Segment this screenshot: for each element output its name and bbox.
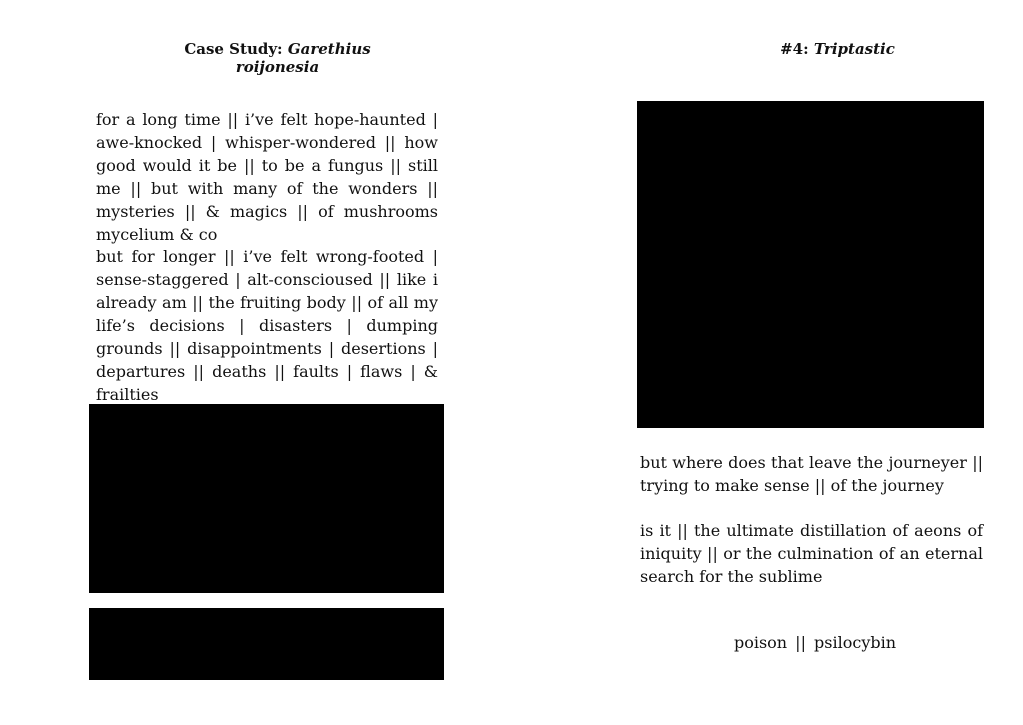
right-image-1 bbox=[637, 101, 984, 428]
left-paragraph-2: but for longer || i’ve felt wrong-footed | sense-staggered | alt-conscioused || like i already am || the fruiting body || of all my life’s decisions | disasters | dumping grounds || disappointments | desertions | departures || deaths || faults | flaws | & frailties bbox=[96, 247, 438, 404]
right-page-title bbox=[750, 40, 925, 58]
right-paragraph-2: is it || the ultimate distillation of aeons of iniquity || or the culmination of an eternal search for the sublime bbox=[640, 521, 983, 586]
title-subtitle: Triptastic bbox=[813, 40, 895, 58]
closing-line: poison || psilocybin bbox=[733, 633, 897, 652]
right-paragraph-1: but where does that leave the journeyer || trying to make sense || of the journey bbox=[640, 453, 983, 495]
left-image-2 bbox=[89, 608, 444, 680]
left-paragraph-1: for a long time || i’ve felt hope-haunted | awe-knocked | whisper-wondered || how good would it be || to be a fungus || still me || but with many of the wonders || mysteries || & magics || of mushrooms mycelium & co bbox=[96, 110, 438, 244]
title-species: Garethius roijonesia bbox=[235, 40, 371, 76]
title-prefix: Case Study: bbox=[184, 40, 288, 58]
title-number: #4: bbox=[780, 40, 814, 58]
left-page-title bbox=[150, 40, 405, 76]
left-image-1 bbox=[89, 404, 444, 593]
